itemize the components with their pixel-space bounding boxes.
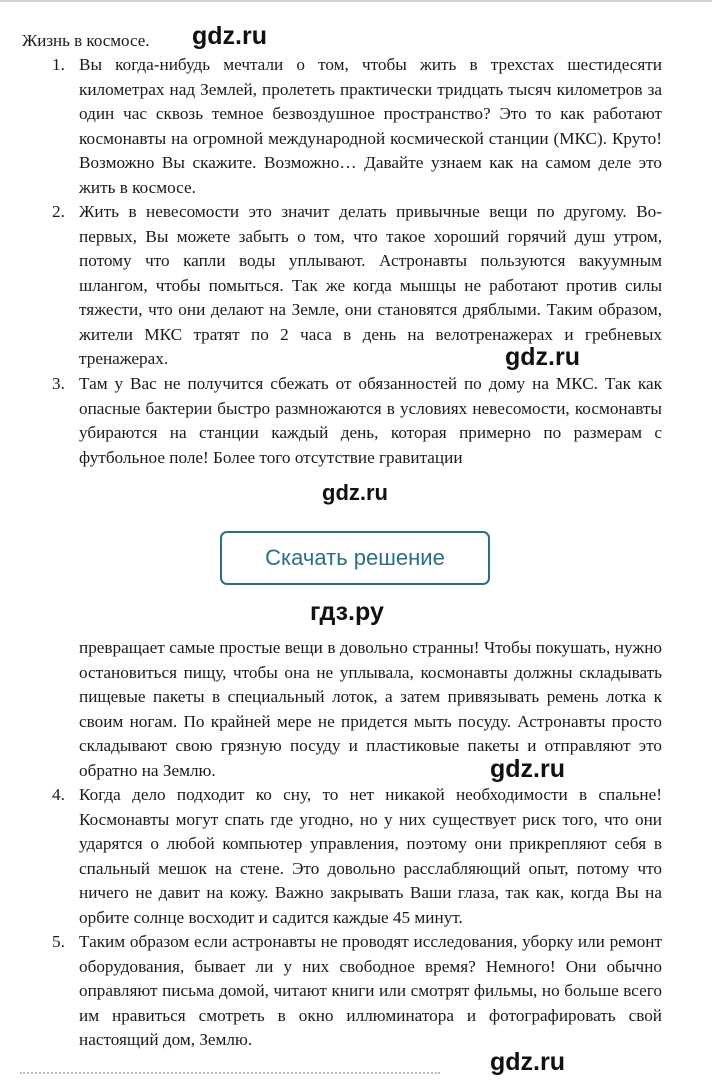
item-number: 2. xyxy=(52,202,65,221)
watermark-cyrillic: гдз.ру xyxy=(310,598,384,626)
item-3-continuation: превращает самые простые вещи в довольно странны! Чтобы покушать, нужно остановиться пищу, чтобы она не уплывала, космонавты должны складывать пищевые пакеты в специальный лоток, а затем привязывать ремень лотка к своим ногам. По крайней мере не придется мыть посуду. Астронавты просто складывают свою грязную посуду и пластиковые пакеты и отправляют это обратно на Землю. xyxy=(79,638,662,780)
item-text: Когда дело подходит ко сну, то нет никакой необходимости в спальне! Космонавты могут спать где угодно, но у них существует риск того, что они ударятся о любой компьютер управления, поэтому они прикрепляют себя в спальный мешок на стене. Это довольно расслабляющий опыт, потому что ничего не давит на кожу. Важно закрывать Ваши глаза, так как, когда Вы на орбите солнце восходит и садится каждые 45 минут. xyxy=(79,785,662,927)
watermark-bottom: gdz.ru xyxy=(490,1048,565,1076)
item-text: Жить в невесомости это значит делать привычные вещи по другому. Во-первых, Вы можете забыть о том, что такое хороший горячий душ утром, потому что капли воды уплывают. Астронавты пользуются вакуумным шлангом, чтобы помыться. Так же когда мышцы не работают против силы тяжести, что они делают на Земле, они становятся дряблыми. Таким образом, жители МКС тратят по 2 часа в день на велотренажерах и гребневых тренажерах. xyxy=(79,202,662,368)
item-number: 4. xyxy=(52,785,65,804)
list-item-1 xyxy=(52,53,662,200)
watermark-mid: gdz.ru xyxy=(505,343,580,371)
list-item-5 xyxy=(52,930,662,1053)
item-number: 5. xyxy=(52,932,65,951)
watermark-lower: gdz.ru xyxy=(490,755,565,783)
download-solution-button[interactable]: Скачать решение xyxy=(220,531,490,585)
item-number: 3. xyxy=(52,374,65,393)
watermark-center: gdz.ru xyxy=(322,480,388,505)
item-number: 1. xyxy=(52,55,65,74)
item-text: Таким образом если астронавты не проводят исследования, уборку или ремонт оборудования, бывает ли у них свободное время? Немного! Они обычно оправляют письма домой, читают книги или смотрят фильмы, но больше всего им нравиться смотреть в окно иллюминатора и фотографировать свой настоящий дом, Землю. xyxy=(79,932,662,1049)
item-text: Там у Вас не получится сбежать от обязанностей по дому на МКС. Так как опасные бактерии быстро размножаются в условиях невесомости, космонавты убираются на станции каждый день, которая примерно по размерам с футбольное поле! Более того отсутствие гравитации xyxy=(79,374,662,467)
bottom-cut-line xyxy=(20,1072,440,1078)
page-heading: Жизнь в космосе. xyxy=(22,31,150,50)
top-cut-line xyxy=(0,0,712,8)
item-text: Вы когда-нибудь мечтали о том, чтобы жить в трехстах шестидесяти километрах над Землей, пролететь практически тридцать тысяч километров за один час сквозь темное безвоздушное пространство? Это то как работают космонавты на огромной международной космической станции (МКС). Круто! Возможно Вы скажите. Возможно… Давайте узнаем как на самом деле это жить в космосе. xyxy=(79,55,662,197)
list-item-3 xyxy=(52,372,662,470)
watermark-top: gdz.ru xyxy=(192,22,267,50)
list-item-4 xyxy=(52,783,662,930)
